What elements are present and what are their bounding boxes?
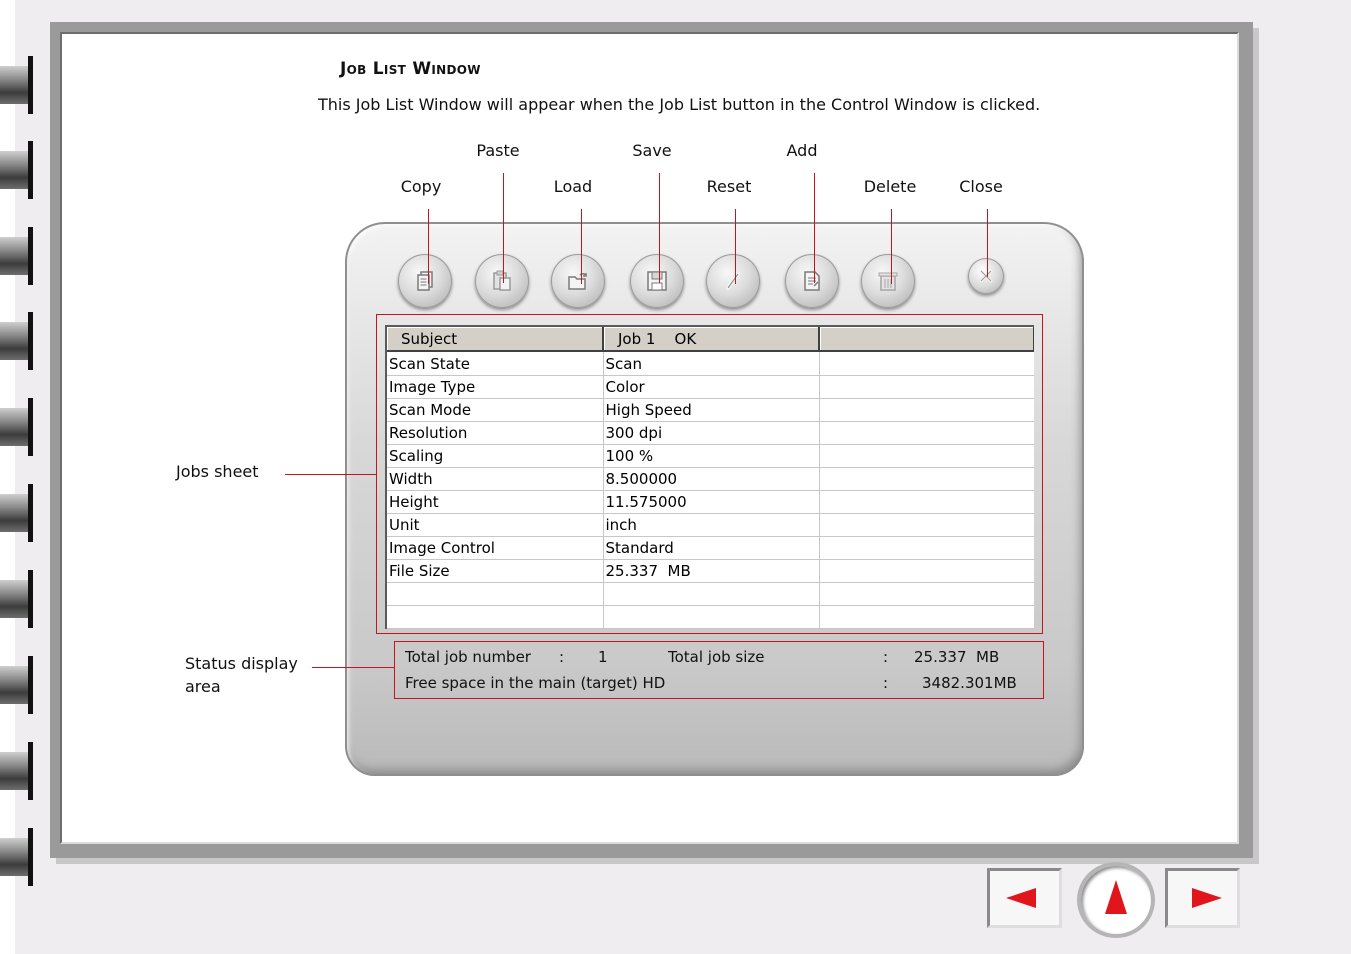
row-value: Standard — [603, 537, 819, 560]
row-label: Width — [387, 468, 603, 491]
callout-reset: Reset — [706, 177, 752, 196]
row-label: Image Type — [387, 376, 603, 399]
arrow-left-icon — [990, 871, 1059, 925]
row-label: Scan Mode — [387, 399, 603, 422]
row-label: Scan State — [387, 351, 603, 376]
copy-icon — [413, 269, 437, 293]
page-title: Job List Window — [340, 59, 481, 79]
next-page-button[interactable] — [1165, 868, 1240, 928]
binder-ring — [0, 398, 34, 456]
document-add-icon — [800, 269, 824, 293]
header-job-1[interactable]: Job 1 OK — [603, 327, 819, 351]
row-label: Scaling — [387, 445, 603, 468]
load-button[interactable] — [551, 254, 605, 308]
close-button[interactable] — [968, 258, 1004, 294]
row-value: Scan — [603, 351, 819, 376]
binder-ring — [0, 56, 34, 114]
pencil-icon — [721, 269, 745, 293]
status-colon: : — [883, 674, 889, 692]
jobs-sheet-highlight — [376, 314, 1043, 634]
add-button[interactable] — [785, 254, 839, 308]
arrow-right-icon — [1168, 871, 1237, 925]
callout-paste: Paste — [476, 141, 520, 160]
row-value: 8.500000 — [603, 468, 819, 491]
binder-ring — [0, 141, 34, 199]
callout-close: Close — [959, 177, 1003, 196]
binder-ring — [0, 227, 34, 285]
row-label: Resolution — [387, 422, 603, 445]
row-label: Image Control — [387, 537, 603, 560]
leader-line-jobs-sheet — [285, 474, 376, 475]
callout-load: Load — [553, 177, 593, 196]
callout-status-display — [185, 652, 298, 698]
row-value: High Speed — [603, 399, 819, 422]
binder-ring — [0, 484, 34, 542]
status-colon: : — [883, 648, 889, 666]
reset-button[interactable] — [706, 254, 760, 308]
floppy-disk-icon — [645, 269, 669, 293]
free-space-value: 3482.301MB — [922, 674, 1017, 692]
free-space-label: Free space in the main (target) HD — [405, 674, 666, 692]
trash-icon — [876, 269, 900, 293]
leader-line-reset — [735, 209, 736, 284]
callout-status-line2: area — [185, 677, 221, 696]
arrow-up-icon — [1081, 866, 1151, 934]
row-label: File Size — [387, 560, 603, 583]
leader-line-add — [814, 173, 815, 283]
close-icon — [968, 258, 1004, 294]
total-job-size-value: 25.337 MB — [914, 648, 1000, 666]
delete-button[interactable] — [861, 254, 915, 308]
leader-line-load — [581, 209, 582, 284]
leader-line-close — [987, 209, 988, 277]
leader-line-status-area — [312, 667, 394, 668]
callout-copy: Copy — [400, 177, 442, 196]
binder-ring — [0, 570, 34, 628]
save-button[interactable] — [630, 254, 684, 308]
callout-delete: Delete — [863, 177, 917, 196]
total-job-number-value: 1 — [598, 648, 608, 666]
header-subject[interactable]: Subject — [387, 327, 603, 351]
page-description: This Job List Window will appear when the Job List button in the Control Window is clicked. — [318, 95, 1041, 114]
row-value: inch — [603, 514, 819, 537]
row-value: 11.575000 — [603, 491, 819, 514]
row-value: 300 dpi — [603, 422, 819, 445]
previous-page-button[interactable] — [987, 868, 1062, 928]
binder-ring — [0, 656, 34, 714]
callout-jobs-sheet: Jobs sheet — [176, 462, 259, 481]
folder-open-icon — [566, 269, 590, 293]
callout-status-line1: Status display — [185, 654, 298, 673]
up-button[interactable] — [1077, 862, 1155, 938]
leader-line-delete — [891, 209, 892, 284]
leader-line-copy — [428, 209, 429, 284]
paste-icon — [490, 269, 514, 293]
paste-button[interactable] — [475, 254, 529, 308]
status-colon: : — [559, 648, 565, 666]
total-job-size-label: Total job size — [668, 648, 765, 666]
callout-save: Save — [632, 141, 672, 160]
callout-add: Add — [786, 141, 818, 160]
status-area-highlight — [394, 641, 1044, 699]
total-job-number-label: Total job number — [405, 648, 531, 666]
copy-button[interactable] — [398, 254, 452, 308]
binder-ring — [0, 828, 34, 886]
row-value: Color — [603, 376, 819, 399]
binder-ring — [0, 312, 34, 370]
row-value: 25.337 MB — [603, 560, 819, 583]
row-value: 100 % — [603, 445, 819, 468]
leader-line-save — [659, 173, 660, 283]
row-label: Height — [387, 491, 603, 514]
leader-line-paste — [503, 173, 504, 283]
row-label: Unit — [387, 514, 603, 537]
binder-ring — [0, 742, 34, 800]
